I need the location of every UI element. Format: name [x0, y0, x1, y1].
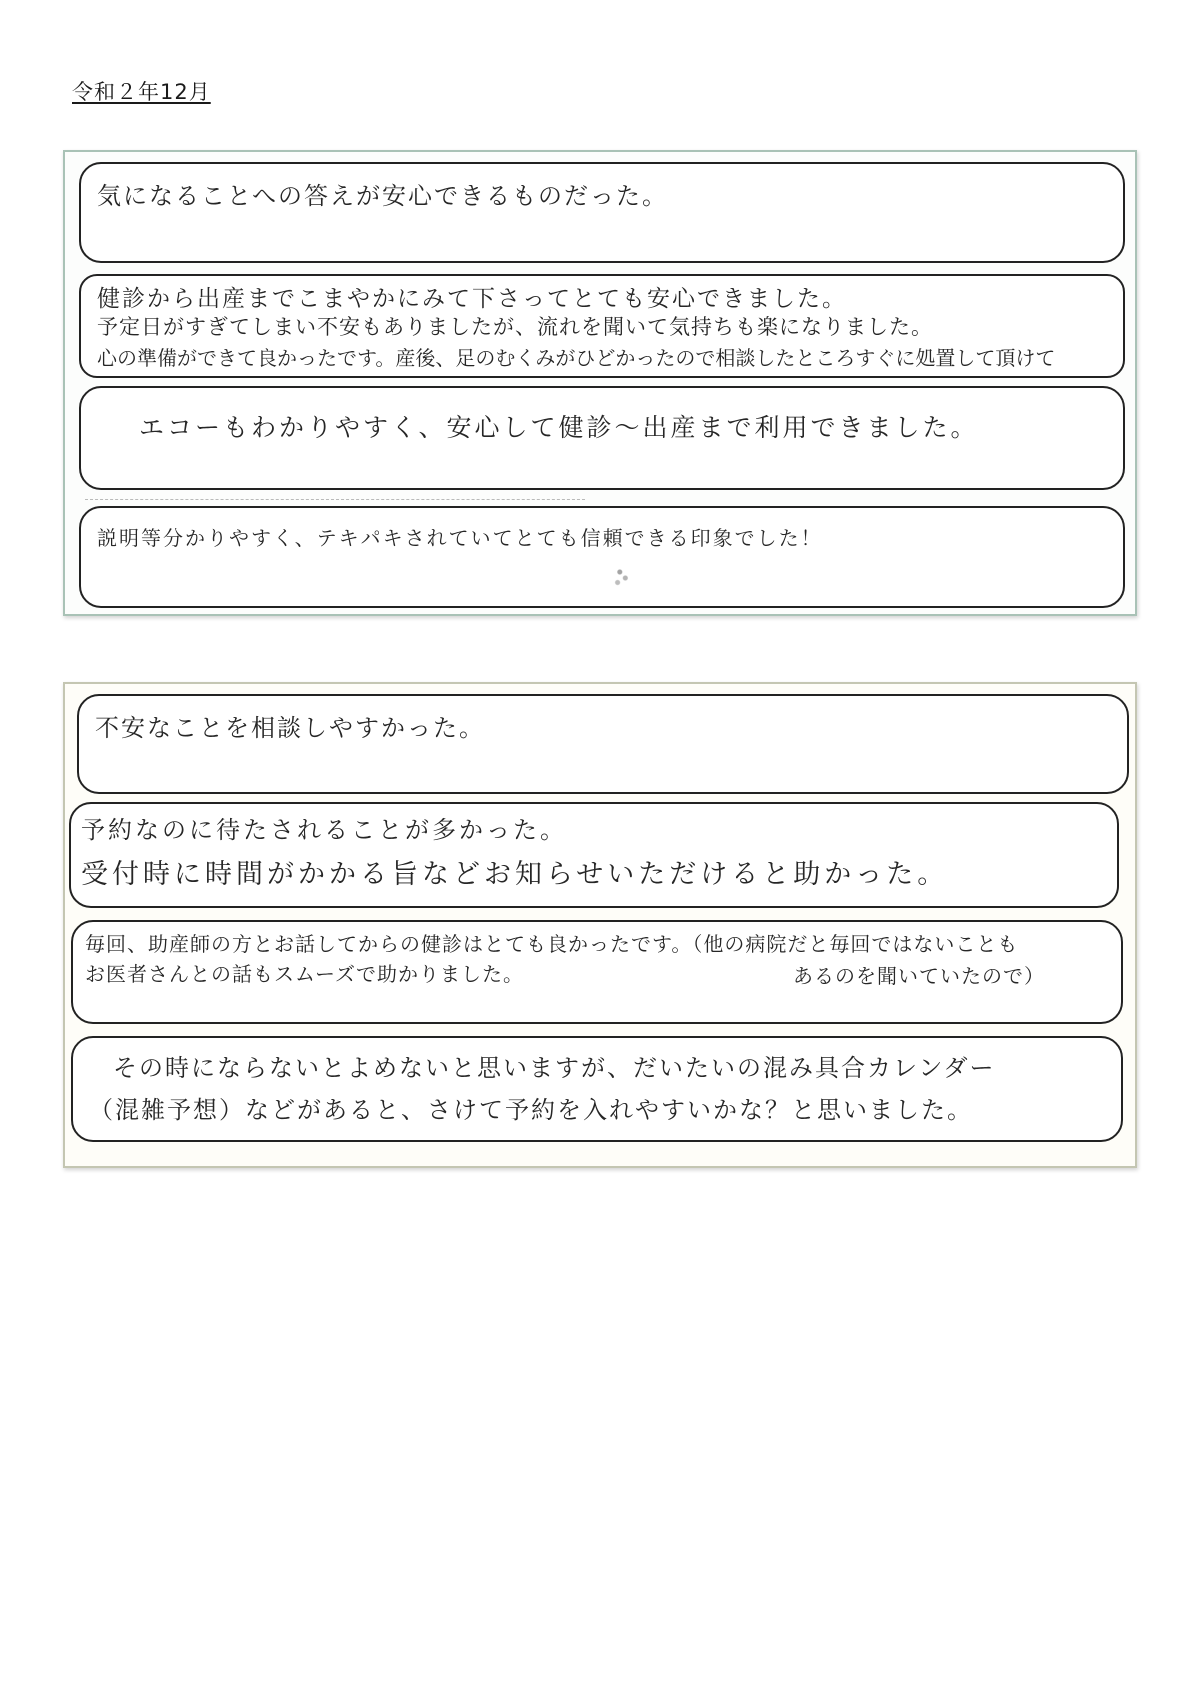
page-date: 令和２年12月 [72, 80, 211, 104]
comment-line: お医者さんとの話もスムーズで助かりました。 [85, 962, 524, 986]
comment-line: 健診から出産までこまやかにみて下さってとても安心できました。 [97, 286, 847, 312]
comment-line: 不安なことを相談しやすかった。 [95, 714, 485, 742]
ink-smudge [611, 560, 633, 590]
divider-line [85, 499, 585, 500]
comment-box [77, 694, 1129, 794]
comment-line: （混雑予想）などがあると、さけて予約を入れやすいかな？と思いました。 [89, 1096, 973, 1124]
comment-line: 受付時に時間がかかる旨などお知らせいただけると助かった。 [81, 859, 949, 890]
survey-sheet-1 [63, 150, 1137, 616]
comment-line: 予定日がすぎてしまい不安もありましたが、流れを聞いて気持ちも楽になりました。 [97, 315, 933, 339]
comment-line: その時にならないとよめないと思いますが、だいたいの混み具合カレンダー [113, 1054, 996, 1082]
comment-line: 心の準備ができて良かったです。産後、足のむくみがひどかったので相談したところすぐに処置して頂けて [97, 346, 1056, 370]
comment-box [71, 920, 1123, 1024]
comment-box [79, 162, 1125, 263]
comment-box [71, 1036, 1123, 1142]
comment-line: 毎回、助産師の方とお話してからの健診はとても良かったです。（他の病院だと毎回ではないことも [85, 932, 1019, 956]
comment-box [79, 274, 1125, 378]
comment-line: あるのを聞いていたので） [793, 964, 1045, 988]
comment-line: 気になることへの答えが安心できるものだった。 [97, 182, 669, 210]
comment-box [69, 802, 1119, 908]
comment-line: 説明等分かりやすく、テキパキされていてとても信頼できる印象でした！ [97, 526, 823, 550]
comment-line: 予約なのに待たされることが多かった。 [81, 816, 567, 844]
comment-box [79, 506, 1125, 608]
comment-line: エコーもわかりやすく、安心して健診～出産まで利用できました。 [139, 413, 979, 442]
survey-sheet-2 [63, 682, 1137, 1168]
comment-box [79, 386, 1125, 490]
